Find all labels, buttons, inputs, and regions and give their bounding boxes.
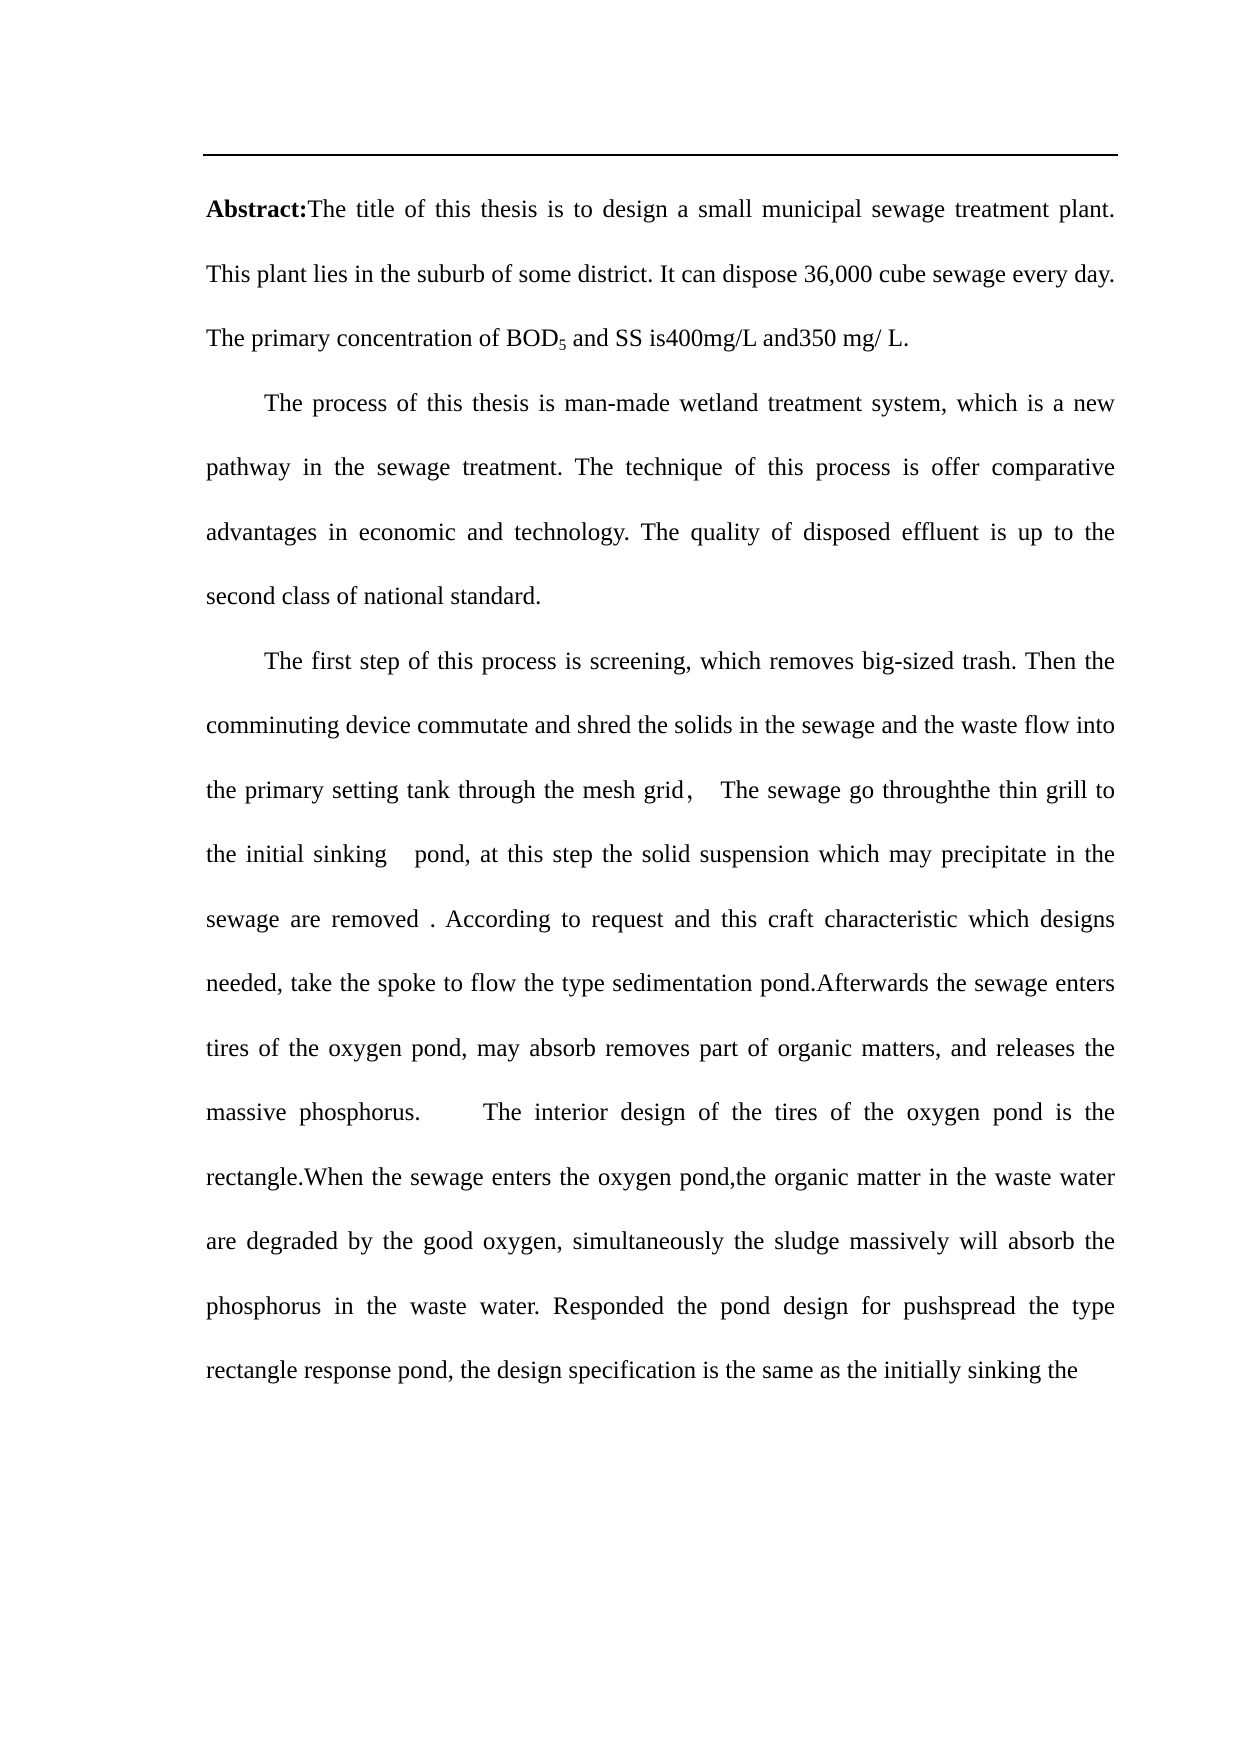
bod-subscript: 5 xyxy=(558,336,567,354)
paragraph-steps: The first step of this process is screening, which removes big-sized trash. Then the comminuting device commutate and shred the solids in the sewage and the waste flow into the primary setting tank through the mesh grid， The sewage go throughthe thin grill to the initial sinking pond, at this step the solid suspension which may precipitate in the sewage are removed . According to request and this craft characteristic which designs needed, take the spoke to flow the type sedimentation pond.Afterwards the sewage enters tires of the oxygen pond, may absorb removes part of organic matters, and releases the massive phosphorus. The interior design of the tires of the oxygen pond is the rectangle.When the sewage enters the oxygen pond,the organic matter in the waste water are degraded by the good oxygen, simultaneously the sludge massively will absorb the phosphorus in the waste water. Responded the pond design for pushspread the type rectangle response pond, the design specification is the same as the initially sinking the xyxy=(206,647,1122,1384)
abstract-paragraph xyxy=(206,178,1115,372)
paragraph-process: The process of this thesis is man-made wetland treatment system, which is a new pathway in the sewage treatment. The technique of this process is offer comparative advantages in economic and technology. The quality of disposed effluent is up to the second class of national standard. xyxy=(206,389,1115,610)
abstract-label: Abstract: xyxy=(206,196,308,223)
abstract-body xyxy=(206,178,1122,1404)
header-rule xyxy=(203,154,1118,156)
abstract-text-end: and SS is400mg/L and350 mg/ L. xyxy=(566,325,910,352)
abstract-text: The title of this thesis is to design a small municipal sewage treatment plant. This plant lies in the suburb of some district. It can dispose 36,000 cube sewage every day. The primary concentration of BOD xyxy=(206,196,1115,352)
